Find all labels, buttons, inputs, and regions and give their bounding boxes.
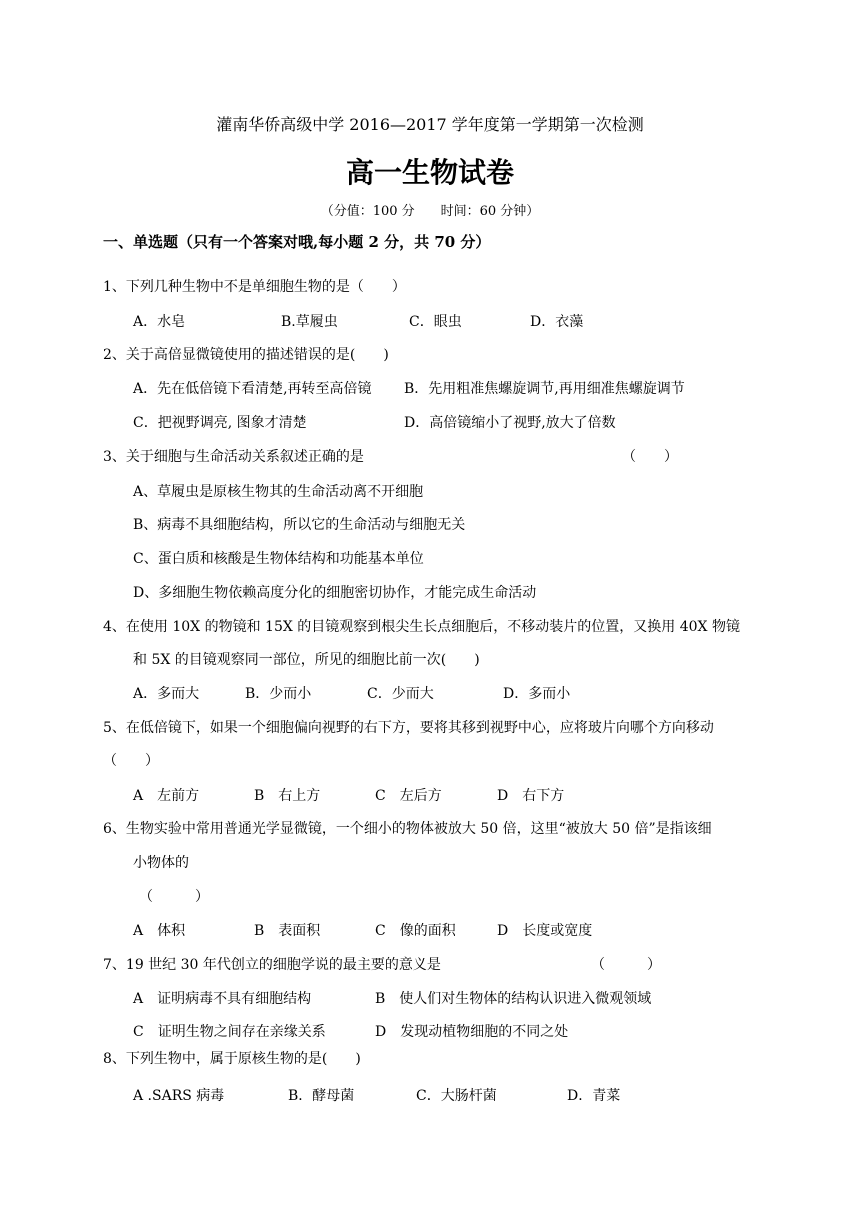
question-2-stem: 2、关于高倍显微镜使用的描述错误的是( ) [103,347,389,363]
question-4-stem: 4、在使用 10X 的物镜和 15X 的目镜观察到根尖生长点细胞后，不移动装片的位置，又换用 40X 物镜 [103,619,740,635]
question-3-answer-paren: （ ） [622,449,678,465]
question-4-option-c: C．少而大 [367,686,434,702]
school-exam-title: 灌南华侨高级中学 2016—2017 学年度第一学期第一次检测 [216,115,644,134]
question-2-option-c: C．把视野调亮, 图象才清楚 [133,415,307,431]
question-1-option-c: C．眼虫 [409,314,462,330]
question-2-option-a: A．先在低倍镜下看清楚,再转至高倍镜 [133,381,372,397]
question-6-option-a: A 体积 [133,923,186,939]
question-3-option-d: D、多细胞生物依赖高度分化的细胞密切协作，才能完成生命活动 [133,585,537,601]
question-5-option-d: D 右下方 [497,788,565,804]
question-5-option-c: C 左后方 [375,788,442,804]
question-1-option-b: B.草履虫 [281,314,338,330]
question-6-answer-paren: （ ） [139,889,209,905]
question-1-option-d: D．衣藻 [530,314,584,330]
question-5-answer-paren: （ ） [103,753,159,769]
question-8-option-a: A .SARS 病毒 [133,1088,225,1104]
question-6-stem: 6、生物实验中常用普通光学显微镜，一个细小的物体被放大 50 倍，这里“被放大 50 倍”是指该细 [103,821,712,837]
question-1-option-a: A．水皂 [133,314,186,330]
question-3-option-c: C、蛋白质和核酸是生物体结构和功能基本单位 [133,551,424,567]
question-6-option-b: B 表面积 [254,923,321,939]
question-7-option-b: B 使人们对生物体的结构认识进入微观领域 [375,991,652,1007]
exam-info: （分值：100 分 时间：60 分钟） [320,204,540,219]
question-8-option-b: B．酵母菌 [288,1088,355,1104]
question-4-option-b: B．少而小 [245,686,312,702]
question-7-option-d: D 发现动植物细胞的不同之处 [375,1024,569,1040]
question-2-option-b: B．先用粗准焦螺旋调节,再用细准焦螺旋调节 [404,381,685,397]
question-7-stem: 7、19 世纪 30 年代创立的细胞学说的最主要的意义是 [103,957,441,973]
question-5-option-a: A 左前方 [133,788,200,804]
question-7-option-a: A 证明病毒不具有细胞结构 [133,991,312,1007]
question-8-stem: 8、下列生物中，属于原核生物的是( ) [103,1051,361,1067]
question-6-option-d: D 长度或宽度 [497,923,593,939]
question-7-answer-paren: （ ） [591,957,661,973]
question-6-option-c: C 像的面积 [375,923,456,939]
question-5-option-b: B 右上方 [254,788,321,804]
question-4-option-d: D．多而小 [503,686,571,702]
question-3-option-b: B、病毒不具细胞结构，所以它的生命活动与细胞无关 [133,517,466,533]
question-4-option-a: A．多而大 [133,686,200,702]
question-5-stem: 5、在低倍镜下，如果一个细胞偏向视野的右下方，要将其移到视野中心，应将玻片向哪个方向移动 [103,720,714,736]
question-4-stem-continued: 和 5X 的目镜观察同一部位，所见的细胞比前一次( ) [133,652,480,668]
question-2-option-d: D．高倍镜缩小了视野,放大了倍数 [404,415,616,431]
question-7-option-c: C 证明生物之间存在亲缘关系 [133,1024,326,1040]
page-title: 高一生物试卷 [345,156,514,189]
question-6-stem-continued: 小物体的 [133,855,189,871]
question-8-option-c: C．大肠杆菌 [416,1088,497,1104]
question-1-stem: 1、下列几种生物中不是单细胞生物的是（ ） [103,279,406,295]
question-8-option-d: D．青菜 [567,1088,621,1104]
question-3-option-a: A、草履虫是原核生物其的生命活动离不开细胞 [133,484,424,500]
section-heading: 一、单选题（只有一个答案对哦,每小题 2 分，共 70 分） [103,233,491,251]
question-3-stem: 3、关于细胞与生命活动关系叙述正确的是 [103,449,364,465]
